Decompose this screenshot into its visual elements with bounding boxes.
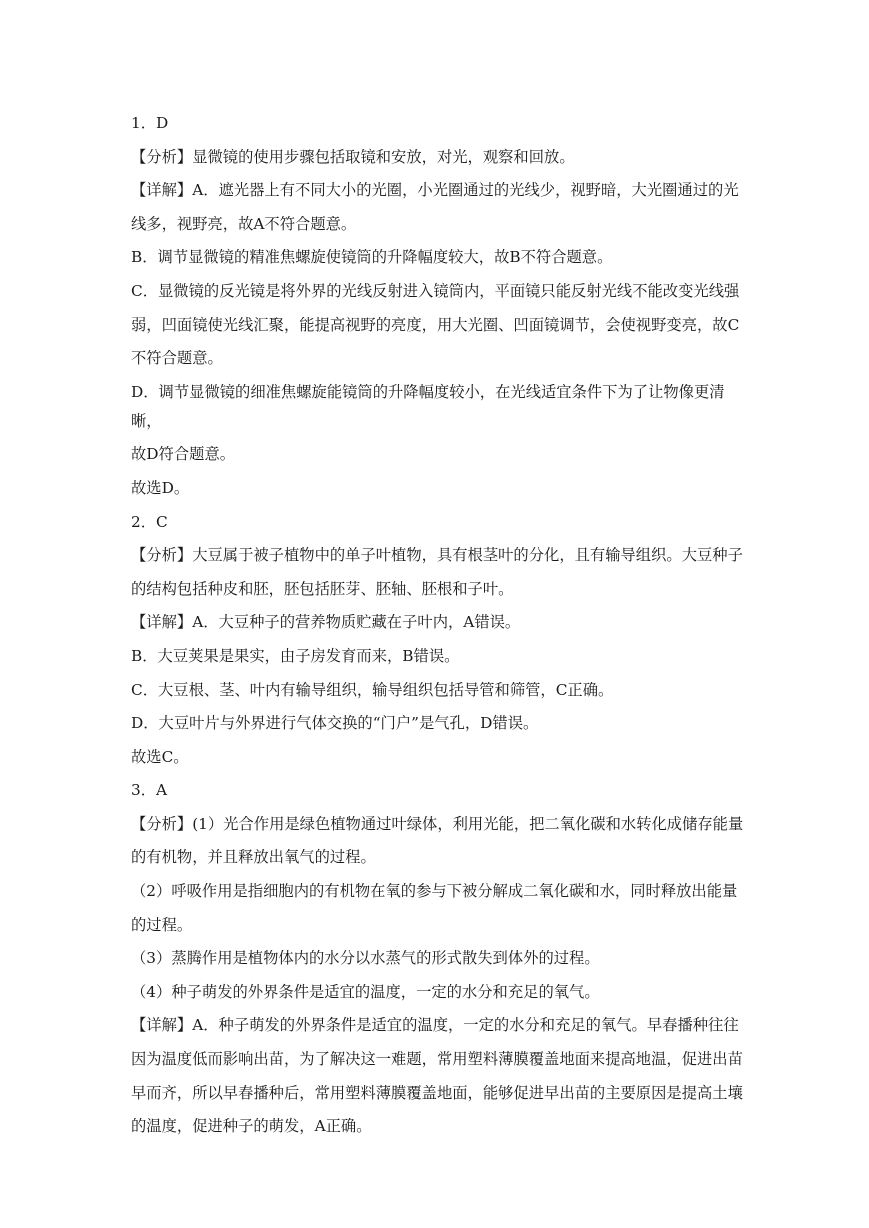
q2-conclusion: 故选C。 [131, 747, 189, 766]
q3-analysis-1-line-2: 的有机物，并且释放出氧气的过程。 [131, 848, 376, 867]
q3-analysis-4: （4）种子萌发的外界条件是适宜的温度，一定的水分和充足的氧气。 [131, 982, 600, 1001]
q2-option-c: C．大豆根、茎、叶内有输导组织，输导组织包括导管和筛管，C正确。 [131, 680, 614, 699]
q2-analysis-line-2: 的结构包括种皮和胚，胚包括胚芽、胚轴、胚根和子叶。 [131, 579, 514, 598]
q3-detail-a-line-3: 早而齐，所以早春播种后，常用塑料薄膜覆盖地面，能够促进早出苗的主要原因是提高土壤 [131, 1083, 743, 1102]
q1-option-d-line-2: 故D符合题意。 [131, 445, 236, 464]
q1-analysis: 【分析】显微镜的使用步骤包括取镜和安放，对光，观察和回放。 [131, 147, 575, 166]
question-3-answer: 3．A [131, 781, 168, 800]
q3-detail-a-line-1: 【详解】A．种子萌发的外界条件是适宜的温度，一定的水分和充足的氧气。早春播种往往 [131, 1016, 739, 1035]
q2-option-d: D．大豆叶片与外界进行气体交换的“门户”是气孔，D错误。 [131, 714, 539, 733]
q1-detail-a-line-2: 线多，视野亮，故A不符合题意。 [131, 214, 357, 233]
q2-analysis-line-1: 【分析】大豆属于被子植物中的单子叶植物，具有根茎叶的分化，且有输导组织。大豆种子 [131, 546, 743, 565]
q1-detail-a-line-1: 【详解】A．遮光器上有不同大小的光圈，小光圈通过的光线少，视野暗，大光圈通过的光 [131, 181, 739, 200]
q1-option-d-line-1: D．调节显微镜的细准焦螺旋能镜筒的升降幅度较小，在光线适宜条件下为了让物像更清晰， [131, 382, 725, 430]
answer-text-body [131, 109, 751, 1146]
q3-detail-a-line-4: 的温度，促进种子的萌发，A正确。 [131, 1117, 372, 1136]
q3-analysis-2-line-2: 的过程。 [131, 915, 193, 934]
q3-analysis-2-line-1: （2）呼吸作用是指细胞内的有机物在氧的参与下被分解成二氧化碳和水，同时释放出能量 [131, 882, 738, 901]
question-1-answer: 1．D [131, 114, 169, 132]
q3-detail-a-line-2: 因为温度低而影响出苗，为了解决这一难题，常用塑料薄膜覆盖地面来提高地温，促进出苗 [131, 1050, 743, 1069]
q3-analysis-1-line-1: 【分析】(1）光合作用是绿色植物通过叶绿体，利用光能，把二氧化碳和水转化成储存能量 [131, 814, 744, 833]
q2-detail-a: 【详解】A．大豆种子的营养物质贮藏在子叶内，A错误。 [131, 613, 521, 632]
q2-option-b: B．大豆荚果是果实，由子房发育而来，B错误。 [131, 646, 460, 665]
q1-option-c-line-2: 弱，凹面镜使光线汇聚，能提高视野的亮度，用大光圈、凹面镜调节，会使视野变亮，故C [131, 315, 740, 334]
q1-conclusion: 故选D。 [131, 478, 190, 497]
q3-analysis-3: （3）蒸腾作用是植物体内的水分以水蒸气的形式散失到体外的过程。 [131, 949, 600, 968]
q1-option-c-line-3: 不符合题意。 [131, 349, 223, 368]
q1-option-c-line-1: C．显微镜的反光镜是将外界的光线反射进入镜筒内，平面镜只能反射光线不能改变光线强 [131, 281, 740, 300]
q1-option-b: B．调节显微镜的精准焦螺旋使镜筒的升降幅度较大，故B不符合题意。 [131, 248, 613, 267]
question-2-answer: 2．C [131, 512, 168, 531]
